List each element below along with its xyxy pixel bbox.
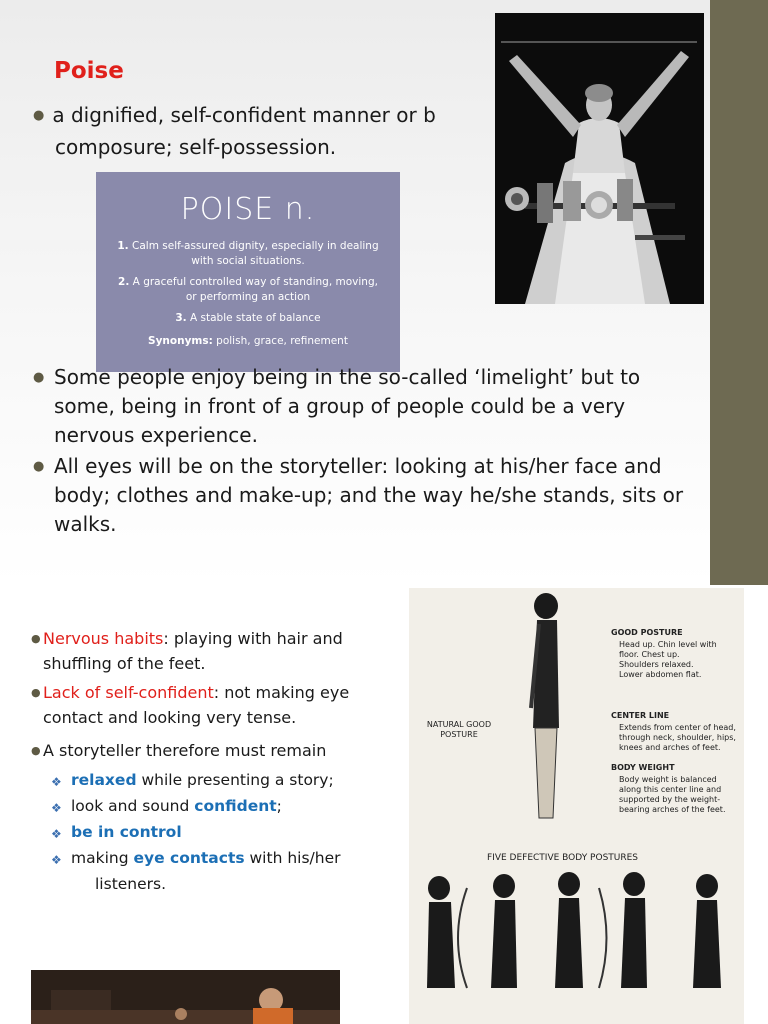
defective-postures-title: FIVE DEFECTIVE BODY POSTURES: [487, 853, 639, 863]
diamond-bullet-icon: ❖: [51, 801, 62, 815]
dictionary-card: [96, 172, 400, 372]
diamond-bullet-icon: ❖: [51, 775, 62, 789]
sub-item-eye-contact: ❖ making eye contacts with his/her: [31, 845, 411, 871]
center-line-title: CENTER LINE: [611, 711, 670, 720]
posture-chart: [409, 588, 744, 1024]
performer-photo: [495, 13, 704, 304]
paragraph-all-eyes: ● All eyes will be on the storyteller: looking at his/her face and body; clothes and make-up; and the way he/she stands, sits or walks.: [33, 454, 684, 536]
paragraph-limelight: ● Some people enjoy being in the so-called ‘limelight’ but to some, being in front of a group of people could be a very nervous experience.: [33, 365, 641, 447]
natural-posture-label: NATURAL GOOD POSTURE: [426, 720, 492, 739]
paragraph-list: [33, 363, 693, 541]
performer-illustration: [495, 13, 704, 304]
bullet-icon: ●: [31, 686, 41, 699]
card-synonyms: Synonyms: polish, grace, refinement: [148, 335, 348, 347]
diamond-bullet-icon: ❖: [51, 853, 62, 867]
slide-side-bar: [710, 0, 768, 585]
card-title: POISE n.: [180, 192, 316, 227]
sub-item-relaxed: ❖ relaxed while presenting a story;: [31, 767, 411, 793]
card-definition-2: 2. A graceful controlled way of standing, moving, or performing an action: [118, 276, 378, 303]
bullet-icon: ●: [33, 370, 45, 385]
list-item-nervous-habits: ● Nervous habits: playing with hair and shuffling of the feet.: [31, 626, 411, 676]
sub-item-control: ❖ be in control: [31, 819, 411, 845]
sub-item-confident: ❖ look and sound confident;: [31, 793, 411, 819]
definition-bullet: [33, 99, 436, 132]
card-definition-3: 3. A stable state of balance: [175, 312, 321, 324]
bullet-icon: ●: [33, 459, 45, 474]
definition-continuation: composure; self-possession.: [55, 135, 337, 159]
good-posture-title: GOOD POSTURE: [611, 628, 683, 637]
definition-text: a dignified, self-confident manner or b: [52, 103, 436, 127]
sub-item-eye-contact-cont: listeners.: [95, 875, 167, 893]
good-posture-items: Head up. Chin level with floor. Chest up. Shoulders relaxed. Lower abdomen flat.: [619, 640, 717, 679]
card-definition-1: 1. Calm self-assured dignity, especially in dealing with social situations.: [117, 240, 379, 267]
list-item-lack-confidence: ● Lack of self-confident: not making eye contact and looking very tense.: [31, 680, 411, 730]
stage-photo: [31, 970, 340, 1024]
bullet-icon: ●: [31, 744, 41, 757]
diamond-bullet-icon: ❖: [51, 827, 62, 841]
slide-posture-tips: [0, 585, 768, 1024]
list-item-storyteller: ● A storyteller therefore must remain: [31, 738, 411, 763]
stage-illustration: [31, 970, 340, 1024]
slide-heading: Poise: [54, 58, 124, 84]
tips-list: [31, 626, 411, 897]
body-weight-text: Body weight is balanced along this center line and supported by the weight-bearing arches of the feet.: [619, 775, 726, 814]
center-line-text: Extends from center of head, through neck, shoulder, hips, knees and arches of feet.: [619, 723, 736, 752]
bullet-icon: ●: [33, 108, 45, 123]
body-weight-title: BODY WEIGHT: [611, 763, 675, 772]
bullet-icon: ●: [31, 632, 41, 645]
